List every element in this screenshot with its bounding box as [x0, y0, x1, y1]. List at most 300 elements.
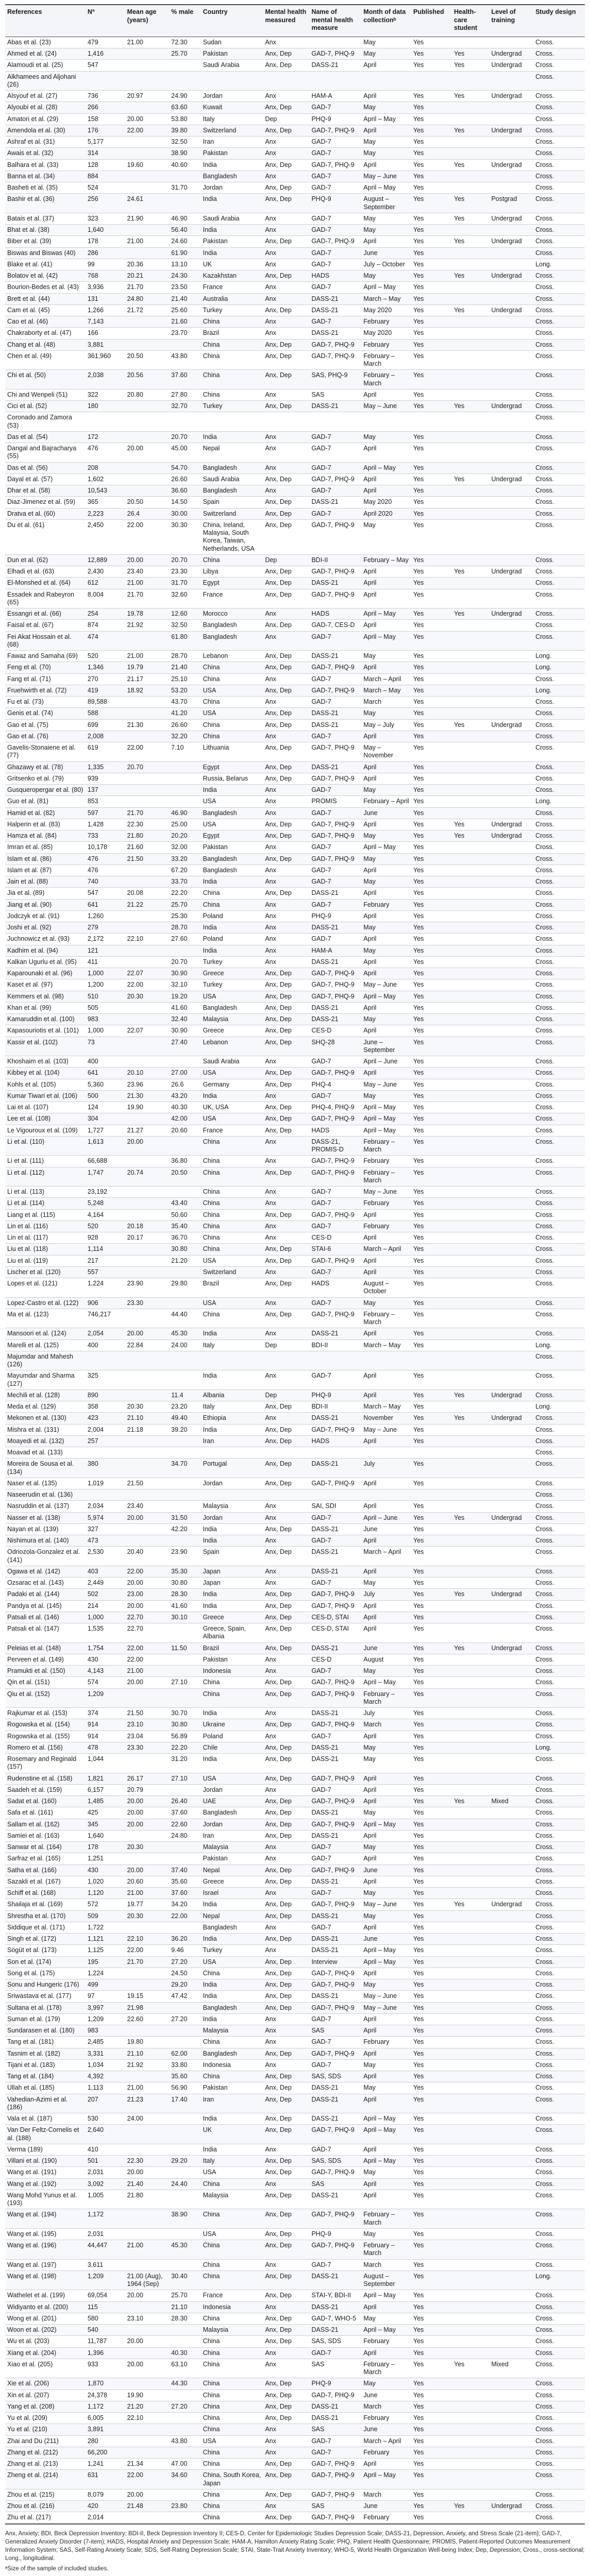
table-row: [5, 2470, 585, 2489]
cell-level: [489, 316, 533, 328]
cell-mental-health: Anx, Dep: [263, 2082, 309, 2094]
cell-design: Cross.: [533, 876, 585, 888]
cell-n: 505: [86, 1002, 125, 1013]
cell-published: Yes: [411, 1910, 452, 1922]
cell-reference: Yu et al. (210): [5, 2424, 86, 2435]
cell-month: May: [361, 1979, 411, 1991]
cell-mental-health: Anx, Dep: [263, 1309, 309, 1328]
table-row: [5, 1876, 585, 1887]
table-row: [5, 1945, 585, 1956]
cell-healthcare: [452, 1654, 489, 1665]
cell-mean-age: 20.00: [125, 113, 170, 125]
cell-reference: Sarfraz et al. (165): [5, 1853, 86, 1865]
cell-percent-male: 32.60: [169, 589, 200, 608]
cell-mean-age: [125, 1523, 170, 1535]
cell-mental-health: Anx: [263, 37, 309, 48]
cell-design: Cross.: [533, 225, 585, 236]
cell-level: [489, 2489, 533, 2500]
cell-month: February: [361, 2037, 411, 2048]
cell-n: 906: [86, 1297, 125, 1309]
cell-mean-age: 22.00: [125, 1654, 170, 1665]
cell-healthcare: Yes: [452, 473, 489, 485]
cell-reference: Genis et al. (74): [5, 708, 86, 719]
cell-healthcare: [452, 2113, 489, 2125]
cell-mean-age: [125, 1209, 170, 1221]
cell-percent-male: [169, 1654, 200, 1665]
cell-healthcare: [452, 2190, 489, 2209]
table-row: [5, 1328, 585, 1340]
cell-level: [489, 865, 533, 876]
cell-reference: Bolatov et al. (42): [5, 270, 86, 282]
cell-country: China: [201, 1156, 263, 1167]
cell-measure: GAD-7: [309, 934, 361, 945]
cell-month: March – April: [361, 1244, 411, 1255]
cell-month: February: [361, 899, 411, 910]
cell-published: Yes: [411, 1056, 452, 1067]
cell-country: Bangladesh: [201, 620, 263, 631]
cell-n: 3,611: [86, 2259, 125, 2270]
cell-healthcare: [452, 2002, 489, 2013]
cell-measure: GAD-7, PHQ-9: [309, 1899, 361, 1910]
cell-n: 11,787: [86, 2336, 125, 2347]
cell-month: April: [361, 91, 411, 102]
cell-level: [489, 910, 533, 922]
cell-published: Yes: [411, 1297, 452, 1309]
cell-published: Yes: [411, 876, 452, 888]
cell-mean-age: [125, 71, 170, 91]
table-row: [5, 1842, 585, 1853]
cell-month: April: [361, 125, 411, 136]
cell-healthcare: [452, 807, 489, 819]
cell-n: 1,000: [86, 1025, 125, 1037]
cell-mental-health: Anx, Dep: [263, 685, 309, 696]
cell-design: Cross.: [533, 697, 585, 708]
cell-published: Yes: [411, 662, 452, 673]
cell-mean-age: 24.61: [125, 194, 170, 213]
cell-percent-male: [169, 2002, 200, 2013]
cell-level: Undergrad: [489, 2501, 533, 2512]
cell-mean-age: 24.00: [125, 2113, 170, 2125]
cell-month: May: [361, 1888, 411, 1899]
table-row: [5, 194, 585, 213]
cell-design: Cross.: [533, 631, 585, 651]
cell-mental-health: Anx: [263, 1136, 309, 1156]
cell-country: China: [201, 1677, 263, 1688]
cell-reference: Amendola et al. (30): [5, 125, 86, 136]
cell-published: Yes: [411, 1784, 452, 1795]
cell-month: May – June: [361, 1187, 411, 1198]
cell-percent-male: 47.42: [169, 1991, 200, 2002]
cell-published: Yes: [411, 796, 452, 807]
cell-month: May: [361, 225, 411, 236]
cell-country: Pakistan: [201, 48, 263, 60]
cell-design: Cross.: [533, 497, 585, 508]
cell-published: Yes: [411, 48, 452, 60]
cell-measure: DASS-21: [309, 1910, 361, 1922]
cell-measure: DASS-21: [309, 1708, 361, 1719]
cell-mental-health: Anx, Dep: [263, 497, 309, 508]
cell-published: Yes: [411, 1899, 452, 1910]
cell-healthcare: [452, 225, 489, 236]
cell-reference: Lischer et al. (120): [5, 1266, 86, 1278]
cell-month: April: [361, 620, 411, 631]
cell-published: Yes: [411, 1328, 452, 1340]
cell-month: April: [361, 2301, 411, 2313]
cell-reference: Du et al. (61): [5, 519, 86, 554]
cell-percent-male: 61.80: [169, 631, 200, 651]
cell-n: 345: [86, 1819, 125, 1830]
cell-n: 914: [86, 1719, 125, 1731]
cell-published: Yes: [411, 589, 452, 608]
cell-percent-male: 61.90: [169, 247, 200, 259]
cell-country: Lithuania: [201, 742, 263, 762]
cell-percent-male: 23.70: [169, 328, 200, 339]
cell-country: USA: [201, 2167, 263, 2178]
cell-mental-health: Anx, Dep: [263, 566, 309, 578]
table-row: [5, 631, 585, 651]
cell-mental-health: Anx, Dep: [263, 1742, 309, 1753]
cell-healthcare: [452, 1830, 489, 1841]
cell-n: 478: [86, 1742, 125, 1753]
cell-measure: GAD-7, PHQ-9: [309, 991, 361, 1002]
cell-reference: Rogowska et al. (155): [5, 1731, 86, 1742]
table-row: [5, 2313, 585, 2324]
table-row: [5, 2270, 585, 2290]
cell-healthcare: [452, 991, 489, 1002]
table-row: [5, 1742, 585, 1753]
cell-reference: Wu et al. (203): [5, 2336, 86, 2347]
cell-measure: DASS-21: [309, 1459, 361, 1478]
cell-mean-age: 21.70: [125, 589, 170, 608]
cell-level: Undergrad: [489, 608, 533, 620]
cell-n: 1,754: [86, 1642, 125, 1654]
cell-country: India: [201, 431, 263, 443]
cell-month: June: [361, 807, 411, 819]
cell-design: Cross.: [533, 1090, 585, 1101]
cell-mental-health: Anx, Dep: [263, 508, 309, 519]
cell-month: April: [361, 1209, 411, 1221]
cell-n: 7,143: [86, 316, 125, 328]
cell-reference: Juchnowicz et al. (93): [5, 934, 86, 945]
cell-percent-male: 36.60: [169, 485, 200, 497]
cell-mean-age: 26.4: [125, 508, 170, 519]
cell-month: March – April: [361, 673, 411, 685]
table-row: [5, 853, 585, 865]
cell-measure: DASS-21: [309, 2413, 361, 2424]
table-row: [5, 1478, 585, 1489]
table-row: [5, 1535, 585, 1547]
cell-healthcare: [452, 1297, 489, 1309]
cell-mean-age: [125, 2025, 170, 2037]
cell-month: April 2020: [361, 508, 411, 519]
cell-healthcare: [452, 2025, 489, 2037]
table-row: [5, 350, 585, 370]
cell-measure: GAD-7: [309, 443, 361, 463]
cell-month: April: [361, 819, 411, 830]
cell-healthcare: [452, 2013, 489, 2025]
cell-measure: GAD-7: [309, 225, 361, 236]
cell-mental-health: Dep: [263, 113, 309, 125]
cell-country: USA: [201, 819, 263, 830]
cell-n: 2,485: [86, 2037, 125, 2048]
cell-measure: DASS-21: [309, 1014, 361, 1025]
cell-mean-age: 21.00: [125, 1888, 170, 1899]
cell-design: Cross.: [533, 2094, 585, 2113]
cell-healthcare: Yes: [452, 2359, 489, 2378]
cell-mental-health: Anx, Dep: [263, 991, 309, 1002]
table-row: [5, 2094, 585, 2113]
cell-level: [489, 2228, 533, 2240]
cell-level: [489, 2190, 533, 2209]
cell-month: April: [361, 578, 411, 589]
cell-mean-age: 21.70: [125, 807, 170, 819]
cell-month: April: [361, 1266, 411, 1278]
cell-level: Undergrad: [489, 1899, 533, 1910]
cell-measure: GAD-7, PHQ-9: [309, 831, 361, 842]
cell-percent-male: 30.00: [169, 508, 200, 519]
cell-level: [489, 899, 533, 910]
cell-percent-male: 53.80: [169, 113, 200, 125]
cell-month: February: [361, 1156, 411, 1167]
cell-healthcare: [452, 370, 489, 389]
cell-design: Cross.: [533, 1888, 585, 1899]
cell-mental-health: Anx: [263, 2059, 309, 2071]
table-row: [5, 685, 585, 696]
cell-measure: GAD-7: [309, 631, 361, 651]
cell-healthcare: [452, 1102, 489, 1113]
cell-country: Albania: [201, 1389, 263, 1401]
cell-measure: GAD-7, PHQ-9: [309, 2489, 361, 2500]
cell-mean-age: [125, 462, 170, 473]
cell-level: [489, 2125, 533, 2144]
cell-design: Cross.: [533, 1708, 585, 1719]
cell-reference: Zhang et al. (213): [5, 2459, 86, 2470]
cell-mental-health: Anx, Dep: [263, 773, 309, 784]
cell-mental-health: Anx, Dep: [263, 2125, 309, 2144]
cell-n: 1,209: [86, 2270, 125, 2290]
cell-reference: Wang et al. (191): [5, 2167, 86, 2178]
cell-month: April: [361, 1773, 411, 1784]
cell-mental-health: Anx, Dep: [263, 1113, 309, 1125]
cell-n: [86, 412, 125, 432]
cell-month: May: [361, 1666, 411, 1677]
cell-reference: Odriozola-Gonzalez et al. (141): [5, 1547, 86, 1566]
cell-published: Yes: [411, 853, 452, 865]
cell-mean-age: 20.30: [125, 1910, 170, 1922]
cell-design: Cross.: [533, 125, 585, 136]
cell-healthcare: Yes: [452, 1899, 489, 1910]
cell-measure: HAM-A: [309, 91, 361, 102]
cell-published: Yes: [411, 508, 452, 519]
table-row: [5, 589, 585, 608]
cell-mental-health: Anx: [263, 865, 309, 876]
cell-month: April – May: [361, 1125, 411, 1136]
cell-reference: Faisal et al. (67): [5, 620, 86, 631]
cell-month: April – June: [361, 1512, 411, 1523]
cell-level: [489, 1773, 533, 1784]
cell-reference: Das et al. (54): [5, 431, 86, 443]
cell-mean-age: [125, 2347, 170, 2359]
cell-healthcare: [452, 785, 489, 796]
cell-country: China: [201, 888, 263, 899]
cell-month: May: [361, 1807, 411, 1819]
cell-n: 178: [86, 1842, 125, 1853]
cell-month: April: [361, 2013, 411, 2025]
cell-measure: GAD-7, PHQ-9: [309, 1677, 361, 1688]
cell-reference: Sriwastava et al. (177): [5, 1991, 86, 2002]
cell-n: 479: [86, 37, 125, 48]
cell-percent-male: 23.90: [169, 1547, 200, 1566]
cell-design: Cross.: [533, 888, 585, 899]
cell-n: 574: [86, 1677, 125, 1688]
cell-percent-male: [169, 60, 200, 71]
cell-mental-health: Anx, Dep: [263, 125, 309, 136]
cell-level: [489, 1351, 533, 1370]
cell-level: [489, 2059, 533, 2071]
cell-level: [489, 370, 533, 389]
cell-percent-male: 11.50: [169, 1642, 200, 1654]
cell-month: April: [361, 1566, 411, 1577]
cell-measure: SAS: [309, 2178, 361, 2190]
cell-published: Yes: [411, 2228, 452, 2240]
table-row: [5, 1754, 585, 1773]
cell-design: Cross.: [533, 1351, 585, 1370]
cell-mean-age: [125, 796, 170, 807]
cell-reference: Ahmed et al. (24): [5, 48, 86, 60]
cell-level: [489, 37, 533, 48]
cell-n: 2,038: [86, 370, 125, 389]
cell-percent-male: 40.30: [169, 1102, 200, 1113]
cell-percent-male: 44.30: [169, 2378, 200, 2389]
cell-percent-male: [169, 1623, 200, 1643]
table-row: [5, 719, 585, 731]
cell-design: Cross.: [533, 1424, 585, 1435]
cell-n: 172: [86, 431, 125, 443]
cell-healthcare: Yes: [452, 719, 489, 731]
table-row: [5, 1612, 585, 1623]
cell-reference: Lopez-Castro et al. (122): [5, 1297, 86, 1309]
cell-published: Yes: [411, 2301, 452, 2313]
cell-country: China: [201, 2512, 263, 2524]
table-row: [5, 462, 585, 473]
cell-level: [489, 1677, 533, 1688]
cell-level: [489, 2290, 533, 2301]
cell-mean-age: [125, 697, 170, 708]
cell-level: [489, 2424, 533, 2435]
table-row: [5, 1642, 585, 1654]
cell-reference: Elhadi et al. (63): [5, 566, 86, 578]
cell-mean-age: 21.23: [125, 2094, 170, 2113]
cell-published: Yes: [411, 956, 452, 968]
cell-mean-age: 19.78: [125, 608, 170, 620]
cell-mean-age: [125, 1435, 170, 1447]
cell-percent-male: 26.60: [169, 719, 200, 731]
cell-healthcare: [452, 1876, 489, 1887]
cell-percent-male: [169, 2389, 200, 2401]
table-row: [5, 2512, 585, 2524]
cell-mean-age: [125, 473, 170, 485]
cell-healthcare: [452, 102, 489, 113]
cell-country: Indonesia: [201, 1666, 263, 1677]
table-row: [5, 1413, 585, 1424]
cell-percent-male: 46.90: [169, 213, 200, 224]
cell-percent-male: 29.20: [169, 2156, 200, 2167]
cell-published: Yes: [411, 1435, 452, 1447]
table-row: [5, 1125, 585, 1136]
cell-reference: Moavad et al. (133): [5, 1447, 86, 1459]
cell-n: 1,613: [86, 1136, 125, 1156]
table-row: [5, 2336, 585, 2347]
cell-mean-age: 20.00: [125, 2359, 170, 2378]
cell-percent-male: [169, 773, 200, 784]
cell-reference: Bourion-Bedes et al. (43): [5, 282, 86, 293]
cell-percent-male: 44.40: [169, 1309, 200, 1328]
cell-design: Cross.: [533, 1865, 585, 1876]
cell-design: Cross.: [533, 719, 585, 731]
cell-country: India: [201, 1424, 263, 1435]
cell-mental-health: [263, 1351, 309, 1370]
cell-reference: Gao et al. (75): [5, 719, 86, 731]
cell-mental-health: Anx: [263, 1297, 309, 1309]
table-row: [5, 401, 585, 412]
cell-mental-health: Anx: [263, 1266, 309, 1278]
cell-country: China: [201, 1167, 263, 1187]
cell-published: Yes: [411, 719, 452, 731]
cell-design: Cross.: [533, 2025, 585, 2037]
cell-mean-age: 20.08: [125, 888, 170, 899]
cell-month: February – March: [361, 2240, 411, 2260]
cell-measure: GAD-7: [309, 213, 361, 224]
cell-reference: Sundarasen et al. (180): [5, 2025, 86, 2037]
cell-mean-age: [125, 956, 170, 968]
cell-level: [489, 1991, 533, 2002]
cell-measure: DASS-21: [309, 1523, 361, 1535]
cell-measure: GAD-7, PHQ-9: [309, 125, 361, 136]
cell-published: Yes: [411, 1642, 452, 1654]
cell-level: [489, 934, 533, 945]
cell-level: [489, 2013, 533, 2025]
cell-mental-health: Anx: [263, 293, 309, 304]
cell-published: Yes: [411, 259, 452, 270]
cell-published: Yes: [411, 473, 452, 485]
cell-mental-health: Anx, Dep: [263, 60, 309, 71]
cell-country: Lebanon: [201, 1037, 263, 1056]
cell-published: Yes: [411, 1876, 452, 1887]
cell-country: Greece: [201, 1876, 263, 1887]
cell-design: Cross.: [533, 1244, 585, 1255]
cell-mean-age: 21.72: [125, 304, 170, 316]
cell-reference: Halperin et al. (83): [5, 819, 86, 830]
cell-country: USA: [201, 991, 263, 1002]
cell-mental-health: Anx, Dep: [263, 1002, 309, 1013]
cell-design: Cross.: [533, 37, 585, 48]
cell-mental-health: Anx, Dep: [263, 1435, 309, 1447]
cell-n: 3,997: [86, 2002, 125, 2013]
cell-mean-age: 21.80: [125, 831, 170, 842]
cell-healthcare: [452, 2435, 489, 2447]
cell-country: Bangladesh: [201, 807, 263, 819]
table-row: [5, 2037, 585, 2048]
cell-design: Cross.: [533, 1067, 585, 1079]
cell-month: April: [361, 2144, 411, 2155]
cell-country: India: [201, 785, 263, 796]
cell-country: Greece: [201, 1025, 263, 1037]
cell-percent-male: [169, 1666, 200, 1677]
cell-published: Yes: [411, 2359, 452, 2378]
cell-measure: STAI-Y, BDI-II: [309, 2290, 361, 2301]
cell-n: 403: [86, 1566, 125, 1577]
cell-mean-age: 19.60: [125, 159, 170, 171]
